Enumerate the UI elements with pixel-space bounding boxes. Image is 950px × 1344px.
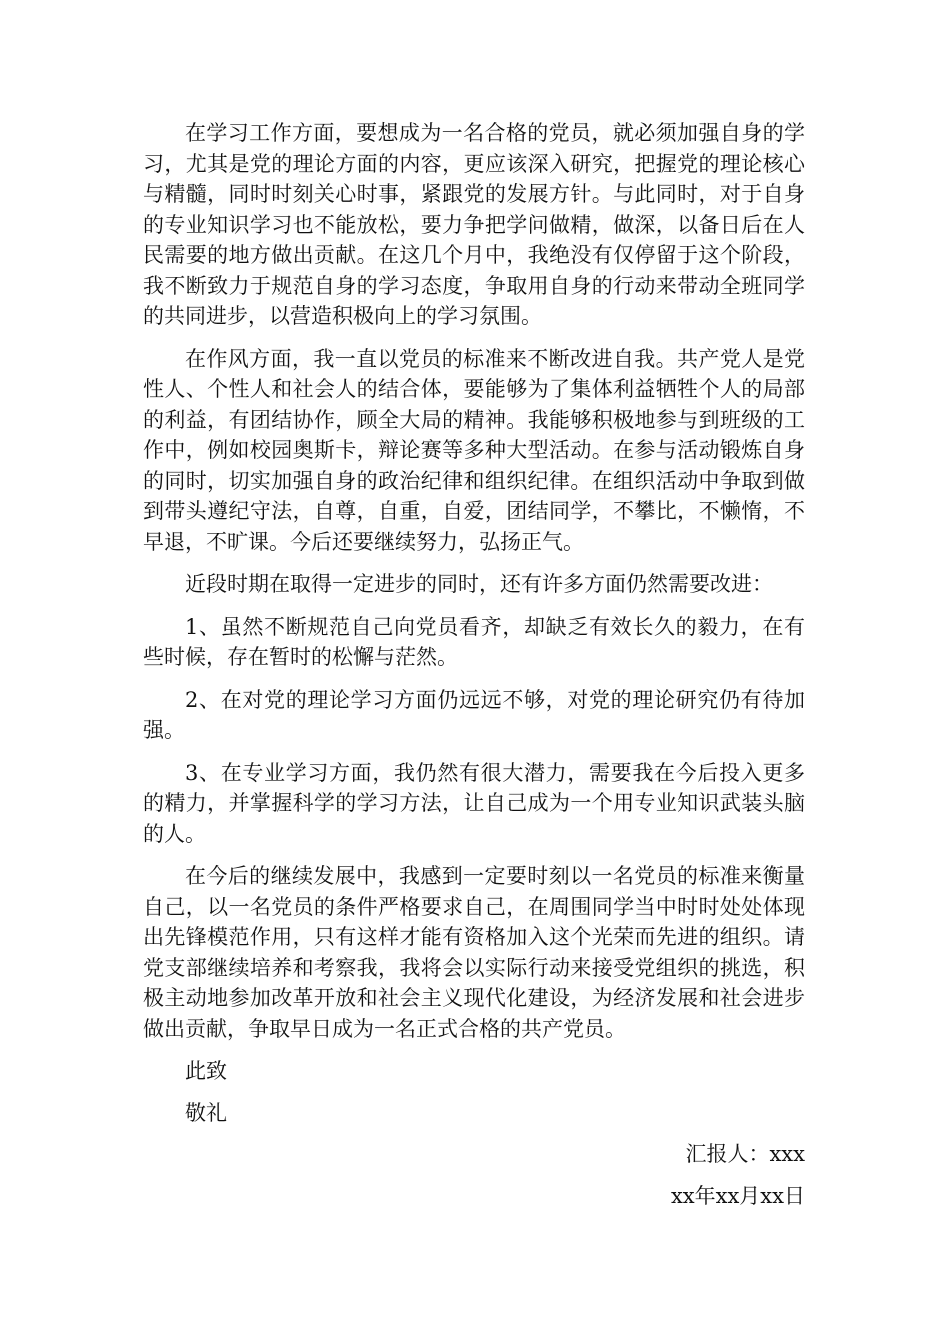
list-item-improvement-3: 3、在专业学习方面，我仍然有很大潜力，需要我在今后投入更多的精力，并掌握科学的学习方法，让自己成为一个用专业知识武装头脑的人。 [143, 760, 805, 846]
closing-regards: 敬礼 [185, 1100, 227, 1125]
closing-salutation: 此致 [185, 1059, 227, 1083]
list-item-improvement-2: 2、在对党的理论学习方面仍远远不够，对党的理论研究仍有待加强。 [143, 687, 805, 742]
signature-reporter: 汇报人：xxx [685, 1142, 805, 1166]
document-body [143, 118, 805, 1211]
paragraph-improvement-intro: 近段时期在取得一定进步的同时，还有许多方面仍然需要改进： [185, 572, 773, 596]
paragraph-study: 在学习工作方面，要想成为一名合格的党员，就必须加强自身的学习，尤其是党的理论方面的内容，更应该深入研究，把握党的理论核心与精髓，同时时刻关心时事，紧跟党的发展方针。与此同时，对于自身的专业知识学习也不能放松，要力争把学问做精，做深，以备日后在人民需要的地方做出贡献。在这几个月中，我绝没有仅停留于这个阶段，我不断致力于规范自身的学习态度，争取用自身的行动来带动全班同学的共同进步，以营造积极向上的学习氛围。 [143, 121, 805, 328]
paragraph-conduct: 在作风方面，我一直以党员的标准来不断改进自我。共产党人是党性人、个性人和社会人的结合体，要能够为了集体利益牺牲个人的局部的利益，有团结协作，顾全大局的精神。我能够积极地参与到班级的工作中，例如校园奥斯卡，辩论赛等多种大型活动。在参与活动锻炼自身的同时，切实加强自身的政治纪律和组织纪律。在组织活动中争取到做到带头遵纪守法，自尊，自重，自爱，团结同学，不攀比，不懒惰，不早退，不旷课。今后还要继续努力，弘扬正气。 [143, 346, 805, 554]
paragraph-conclusion: 在今后的继续发展中，我感到一定要时刻以一名党员的标准来衡量自己，以一名党员的条件严格要求自己，在周围同学当中时时处处体现出先锋模范作用，只有这样才能有资格加入这个光荣而先进的组织。请党支部继续培养和考察我，我将会以实际行动来接受党组织的挑选，积极主动地参加改革开放和社会主义现代化建设，为经济发展和社会进步做出贡献，争取早日成为一名正式合格的共产党员。 [143, 864, 805, 1041]
signature-date: xx年xx月xx日 [670, 1183, 805, 1208]
list-item-improvement-1: 1、虽然不断规范自己向党员看齐，却缺乏有效长久的毅力，在有些时候，存在暂时的松懈与茫然。 [143, 614, 805, 669]
